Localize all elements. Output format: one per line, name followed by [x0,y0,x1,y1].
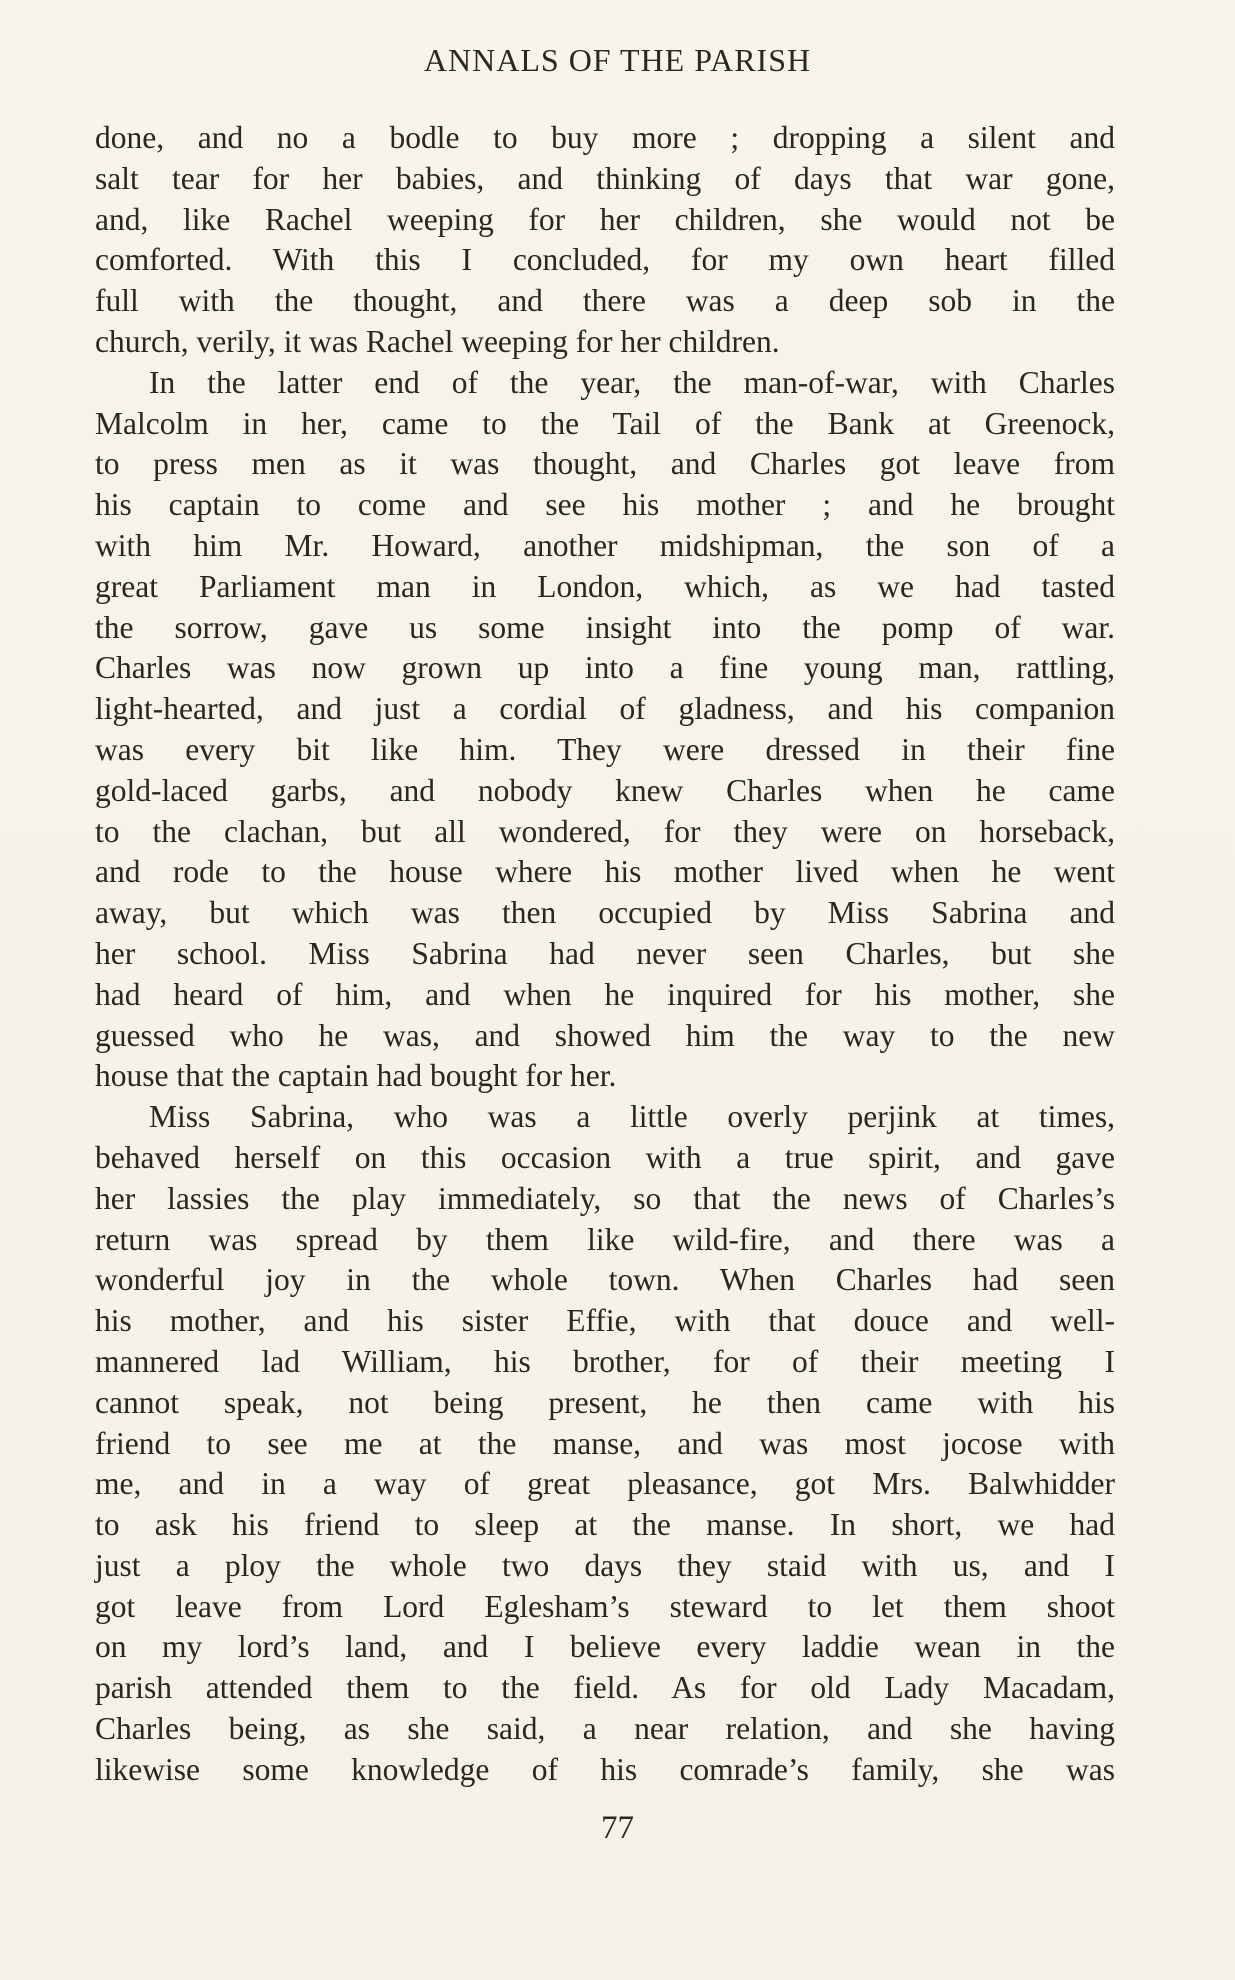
text-line: me, and in a way of great pleasance, got Mrs. Balwhidder [95,1466,1115,1502]
text-line: on my lord’s land, and I believe every laddie wean in the [95,1629,1115,1665]
text-line: In the latter end of the year, the man-of-war, with Charles [149,364,1115,400]
text-line: his captain to come and see his mother ; and he brought [95,487,1115,523]
text-line: to ask his friend to sleep at the manse. In short, we had [95,1507,1115,1543]
text-line: her school. Miss Sabrina had never seen Charles, but she [95,935,1115,971]
text-line: guessed who he was, and showed him the way to the new [95,1017,1115,1053]
text-line: to press men as it was thought, and Charles got leave from [95,446,1115,482]
text-line: just a ploy the whole two days they staid with us, and I [95,1547,1115,1583]
text-line: was every bit like him. They were dressed in their fine [95,731,1115,767]
text-line: parish attended them to the field. As for old Lady Macadam, [95,1670,1115,1706]
text-line: great Parliament man in London, which, as we had tasted [95,568,1115,604]
text-line: Charles was now grown up into a fine young man, rattling, [95,650,1115,686]
text-line: church, verily, it was Rachel weeping for her children. [95,323,780,359]
text-line: friend to see me at the manse, and was most jocose with [95,1425,1115,1461]
text-line: salt tear for her babies, and thinking of days that war gone, [95,160,1115,196]
text-line: return was spread by them like wild-fire, and there was a [95,1221,1115,1257]
text-line: likewise some knowledge of his comrade’s family, she was [95,1751,1115,1787]
text-line: and rode to the house where his mother lived when he went [95,854,1115,890]
page-number: 77 [601,1810,634,1846]
text-line: done, and no a bodle to buy more ; dropping a silent and [95,120,1115,155]
text-line: full with the thought, and there was a deep sob in the [95,283,1115,319]
text-line: behaved herself on this occasion with a true spirit, and gave [95,1139,1115,1175]
text-line: with him Mr. Howard, another midshipman, the son of a [95,527,1115,563]
text-line: and, like Rachel weeping for her children, she would not be [95,201,1115,237]
text-line: had heard of him, and when he inquired for his mother, she [95,976,1115,1012]
text-line: light-hearted, and just a cordial of gladness, and his companion [95,691,1115,727]
text-line: Malcolm in her, came to the Tail of the Bank at Greenock, [95,405,1115,441]
running-header: ANNALS OF THE PARISH [423,42,812,78]
text-line: gold-laced garbs, and nobody knew Charles when he came [95,772,1115,808]
text-line: cannot speak, not being present, he then came with his [95,1384,1115,1420]
text-line: mannered lad William, his brother, for of their meeting I [95,1343,1115,1379]
text-line: Charles being, as she said, a near relation, and she having [95,1711,1115,1747]
text-line: away, but which was then occupied by Miss Sabrina and [95,895,1115,931]
text-line: house that the captain had bought for her. [95,1058,617,1094]
text-line: to the clachan, but all wondered, for they were on horseback, [95,813,1115,849]
text-line: Miss Sabrina, who was a little overly perjink at times, [149,1099,1115,1135]
text-line: the sorrow, gave us some insight into the pomp of war. [95,609,1115,645]
body-text [95,118,1115,1791]
text-line: her lassies the play immediately, so that the news of Charles’s [95,1180,1115,1216]
text-line: his mother, and his sister Effie, with that douce and well- [95,1303,1115,1339]
text-line: wonderful joy in the whole town. When Charles had seen [95,1262,1115,1298]
text-line: comforted. With this I concluded, for my own heart filled [95,242,1115,278]
text-line: got leave from Lord Eglesham’s steward to let them shoot [95,1588,1115,1624]
